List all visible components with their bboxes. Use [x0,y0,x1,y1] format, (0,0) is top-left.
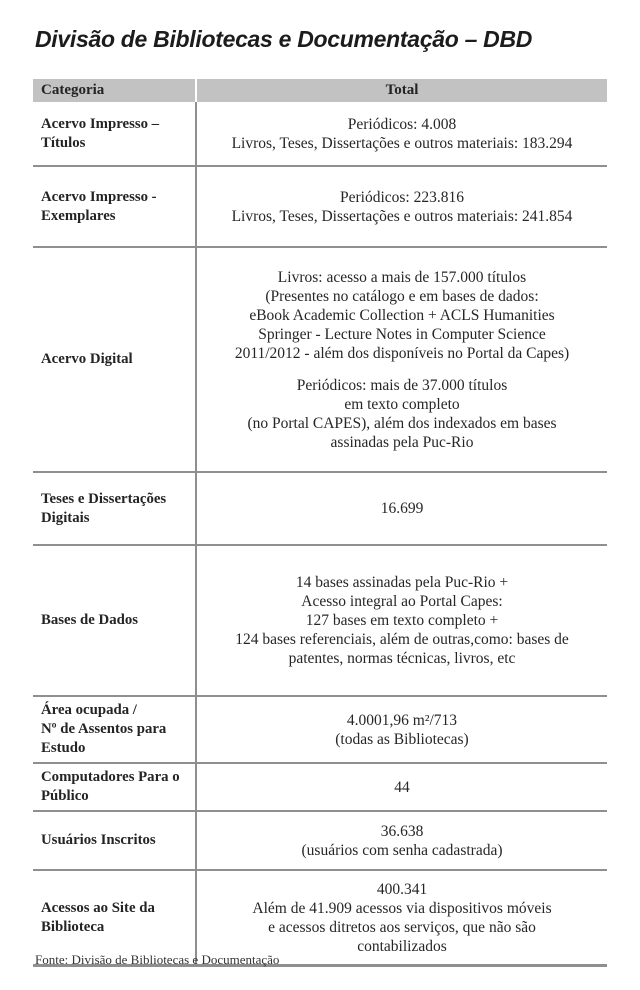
total-cell [197,871,607,964]
cell-line: (Presentes no catálogo e em bases de dados: [265,287,539,305]
library-statistics-table [33,79,607,967]
category-cell [33,167,197,246]
table-row [33,473,607,546]
cell-line: Computadores Para o Público [41,769,180,804]
cell-line: 400.341 [376,880,428,898]
total-cell [197,546,607,695]
table-row [33,248,607,473]
page-title: Divisão de Bibliotecas e Documentação – DBD [35,26,533,52]
column-header-categoria: Categoria [33,79,197,102]
category-cell [33,102,197,165]
total-cell [197,473,607,544]
category-cell [33,546,197,695]
cell-line: Além de 41.909 acessos via dispositivos móveis [252,899,552,917]
cell-line: e acessos ditretos aos serviços, que não são [268,918,536,936]
cell-line: 36.638 [380,822,424,840]
category-cell [33,697,197,762]
total-cell [197,764,607,810]
cell-line: (todas as Bibliotecas) [335,730,469,748]
total-cell [197,248,607,471]
cell-line: 16.699 [380,500,424,517]
cell-line: eBook Academic Collection + ACLS Humanities [249,306,555,324]
total-cell [197,812,607,869]
table-header-row [33,79,607,102]
cell-line: Livros: acesso a mais de 157.000 títulos [277,268,527,286]
category-cell [33,248,197,471]
cell-line: 44 [394,778,410,796]
total-cell [197,697,607,762]
table-row [33,812,607,871]
cell-line: Teses e Dissertações Digitais [41,490,167,526]
cell-line: 2011/2012 - além dos disponíveis no Portal da Capes) [234,344,570,362]
cell-line: Periódicos: 4.008 [347,115,457,133]
cell-line: (no Portal CAPES), além dos indexados em bases [247,414,557,432]
table-row [33,764,607,812]
cell-line: assinadas pela Puc-Rio [330,433,474,451]
table-row [33,102,607,167]
cell-blank-line [201,363,603,376]
total-cell [197,102,607,165]
column-header-total: Total [385,82,419,98]
cell-line: Periódicos: 223.816 [340,188,464,206]
cell-line: Acervo Impresso – Títulos [41,115,160,151]
table-body [33,102,607,967]
cell-line: em texto completo [344,395,460,413]
cell-line: 14 bases assinadas pela Puc-Rio + [295,574,509,591]
cell-line: Área ocupada / [41,702,137,718]
category-cell [33,871,197,964]
table-row [33,697,607,764]
cell-line: Livros, Teses, Dissertações e outros materiais: 183.294 [231,134,573,152]
cell-line: 124 bases referenciais, além de outras,como: bases de [235,631,569,648]
total-cell [197,167,607,246]
cell-line: Acesso integral ao Portal Capes: [301,593,503,610]
cell-line: Nº de Assentos para Estudo [41,721,167,756]
cell-line: Bases de Dados [41,612,139,628]
cell-line: 127 bases em texto completo + [305,612,499,629]
cell-line: Springer - Lecture Notes in Computer Science [258,325,546,343]
cell-line: Acervo Impresso - Exemplares [41,188,157,224]
category-cell [33,764,197,810]
cell-line: (usuários com senha cadastrada) [301,841,503,859]
table-row [33,546,607,697]
cell-line: contabilizados [357,937,447,955]
source-note: Fonte: Divisão de Bibliotecas e Documentação [35,952,280,967]
category-cell [33,812,197,869]
cell-line: Acessos ao Site da Biblioteca [41,899,155,935]
cell-line: Livros, Teses, Dissertações e outros materiais: 241.854 [231,207,573,225]
cell-line: 4.0001,96 m²/713 [346,711,458,729]
category-cell [33,473,197,544]
cell-line: Periódicos: mais de 37.000 títulos [296,376,508,394]
table-row [33,167,607,248]
cell-line: Acervo Digital [41,351,133,367]
cell-line: patentes, normas técnicas, livros, etc [288,650,516,667]
cell-line: Usuários Inscritos [41,832,156,848]
